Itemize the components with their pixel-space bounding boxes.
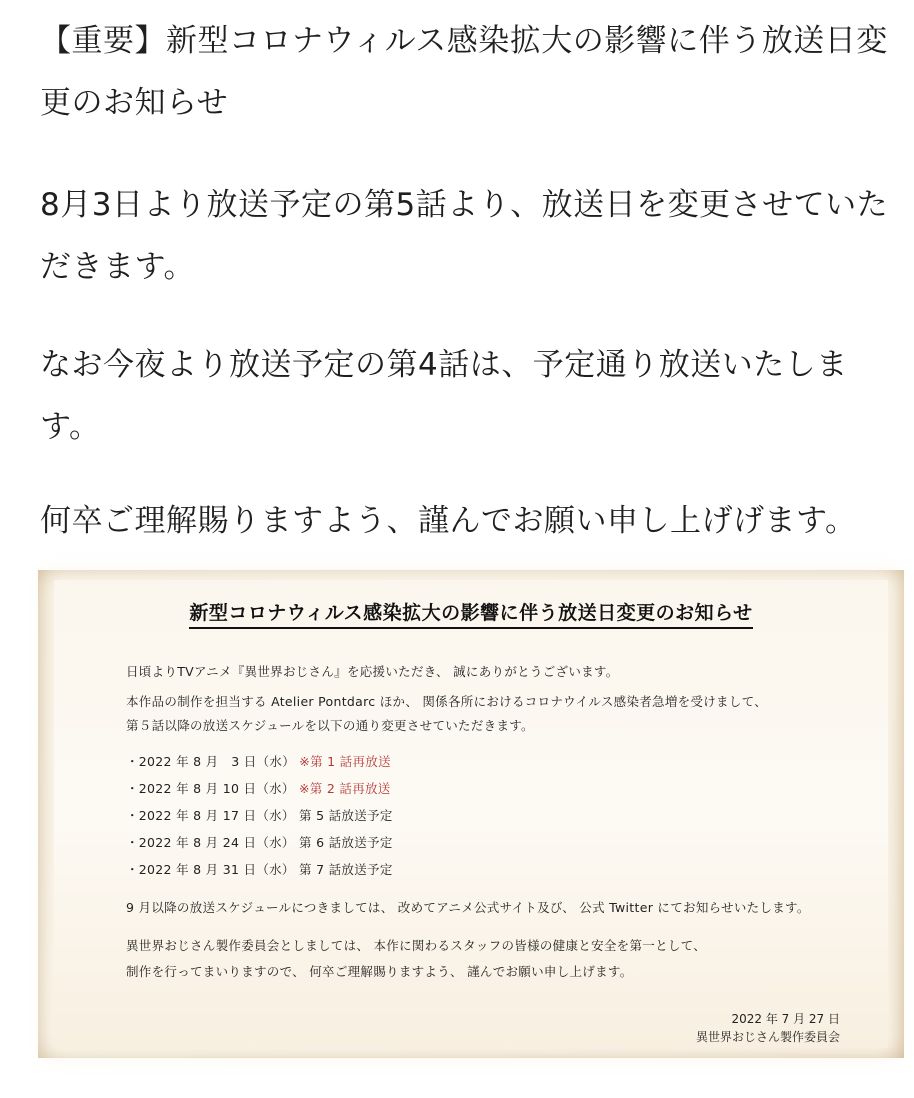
schedule-note: 第 5 話放送予定 [299, 808, 393, 823]
notice-september: 9 月以降の放送スケジュールにつきましては、 改めてアニメ公式サイト及び、 公式 Twitter にてお知らせいたします。 [126, 900, 810, 915]
schedule-note: 第 6 話放送予定 [299, 835, 393, 850]
post-paragraph-apology: 何卒ご理解賜りますよう、謹んでお願い申し上げげます。 [40, 503, 857, 539]
notice-closing-line2: 制作を行ってまいりますので、 何卒ご理解賜りますよう、 謹んでお願い申し上げます。 [126, 964, 633, 979]
schedule-date: ・2022 年 8 月 3 日（水） [126, 754, 296, 769]
schedule-date: ・2022 年 8 月 17 日（水） [126, 808, 295, 823]
notice-signature: 異世界おじさん製作委員会 [695, 1030, 840, 1044]
notice-image [38, 570, 904, 1058]
schedule-item [126, 860, 393, 878]
notice-intro: 日頃よりTVアニメ『異世界おじさん』を応援いただき、 誠にありがとうございます。 [126, 664, 619, 679]
notice-closing-line1: 異世界おじさん製作委員会としましては、 本作に関わるスタッフの皆様の健康と安全を第一として、 [126, 938, 707, 953]
schedule-date: ・2022 年 8 月 10 日（水） [126, 781, 295, 796]
notice-date: 2022 年 7 月 27 日 [731, 1012, 840, 1026]
schedule-item [126, 833, 393, 851]
notice-reason-line1: 本作品の制作を担当する Atelier Pontdarc ほか、 関係各所におけるコロナウイルス感染者急増を受けまして、 [126, 694, 767, 709]
schedule-item [126, 779, 391, 797]
schedule-note: 第 7 話放送予定 [299, 862, 393, 877]
notice-reason-line2: 第５話以降の放送スケジュールを以下の通り変更させていただきます。 [126, 718, 534, 733]
notice-paper [54, 580, 888, 1048]
post-paragraph-ep4: なお今夜より放送予定の第4話は、予定通り放送いたします。 [40, 347, 848, 445]
schedule-item [126, 752, 391, 770]
schedule-note-rerun: ※第 1 話再放送 [299, 754, 391, 769]
notice-title-text: 新型コロナウィルス感染拡大の影響に伴う放送日変更のお知らせ [189, 598, 752, 629]
schedule-item [126, 806, 393, 824]
schedule-note-rerun: ※第 2 話再放送 [299, 781, 391, 796]
notice-title [54, 598, 888, 629]
post-title: 【重要】新型コロナウィルス感染拡大の影響に伴う放送日変更のお知らせ [40, 23, 888, 121]
schedule-date: ・2022 年 8 月 31 日（水） [126, 862, 295, 877]
post-paragraph-change: 8月3日より放送予定の第5話より、放送日を変更させていただきます。 [40, 187, 889, 285]
schedule-date: ・2022 年 8 月 24 日（水） [126, 835, 295, 850]
